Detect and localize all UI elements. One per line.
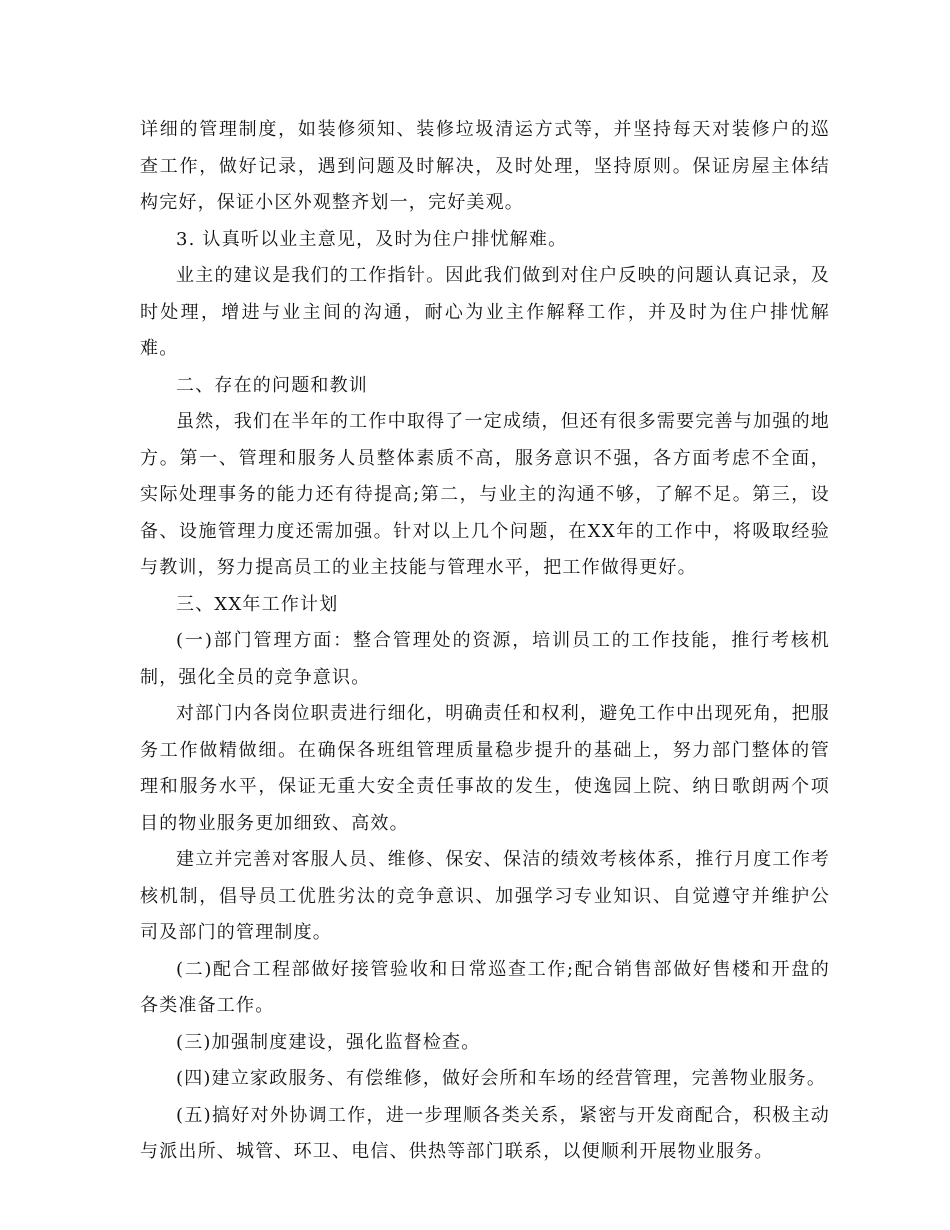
paragraph-plan-1: (一)部门管理方面：整合管理处的资源，培训员工的工作技能，推行考核机制，强化全员的竞争意识。	[140, 630, 830, 688]
paragraph-plan-1-detail: 对部门内各岗位职责进行细化，明确责任和权利，避免工作中出现死角，把服务工作做精做细。在确保各班组管理质量稳步提升的基础上，努力部门整体的管理和服务水平，保证无重大安全责任事故的发生，使逸园上院、纳日歌朗两个项目的物业服务更加细致、高效。	[140, 703, 830, 834]
paragraph-owner-suggestions: 业主的建议是我们的工作指针。因此我们做到对住户反映的问题认真记录，及时处理，增进与业主间的沟通，耐心为业主作解释工作，并及时为住户排忧解难。	[140, 265, 830, 359]
paragraph-plan-5: (五)搞好对外协调工作，进一步理顺各类关系，紧密与开发商配合，积极主动与派出所、城管、环卫、电信、供热等部门联系，以便顺利开展物业服务。	[140, 1104, 830, 1162]
paragraph-plan-1-assessment: 建立并完善对客服人员、维修、保安、保洁的绩效考核体系，推行月度工作考核机制，倡导员工优胜劣汰的竞争意识、加强学习专业知识、自觉遵守并维护公司及部门的管理制度。	[140, 849, 830, 943]
paragraph-item-3: 3. 认真听以业主意见，及时为住户排忧解难。	[176, 228, 568, 250]
paragraph-plan-2: (二)配合工程部做好接管验收和日常巡查工作;配合销售部做好售楼和开盘的各类准备工作。	[140, 958, 830, 1016]
paragraph-problems: 虽然，我们在半年的工作中取得了一定成绩，但还有很多需要完善与加强的地方。第一、管理和服务人员整体素质不高，服务意识不强，各方面考虑不全面，实际处理事务的能力还有待提高;第二，与业主的沟通不够，了解不足。第三，设备、设施管理力度还需加强。针对以上几个问题，在XX年的工作中，将吸取经验与教训，努力提高员工的业主技能与管理水平，把工作做得更好。	[140, 411, 830, 578]
section-heading-problems: 二、存在的问题和教训	[176, 374, 368, 396]
document-body	[140, 112, 830, 1171]
paragraph-plan-3: (三)加强制度建设，强化监督检查。	[176, 1031, 481, 1053]
section-heading-plan: 三、XX年工作计划	[176, 593, 339, 615]
paragraph-continuation: 详细的管理制度，如装修须知、装修垃圾清运方式等，并坚持每天对装修户的巡查工作，做好记录，遇到问题及时解决，及时处理，坚持原则。保证房屋主体结构完好，保证小区外观整齐划一，完好美观。	[140, 119, 830, 213]
paragraph-plan-4: (四)建立家政服务、有偿维修，做好会所和车场的经营管理，完善物业服务。	[176, 1068, 827, 1089]
